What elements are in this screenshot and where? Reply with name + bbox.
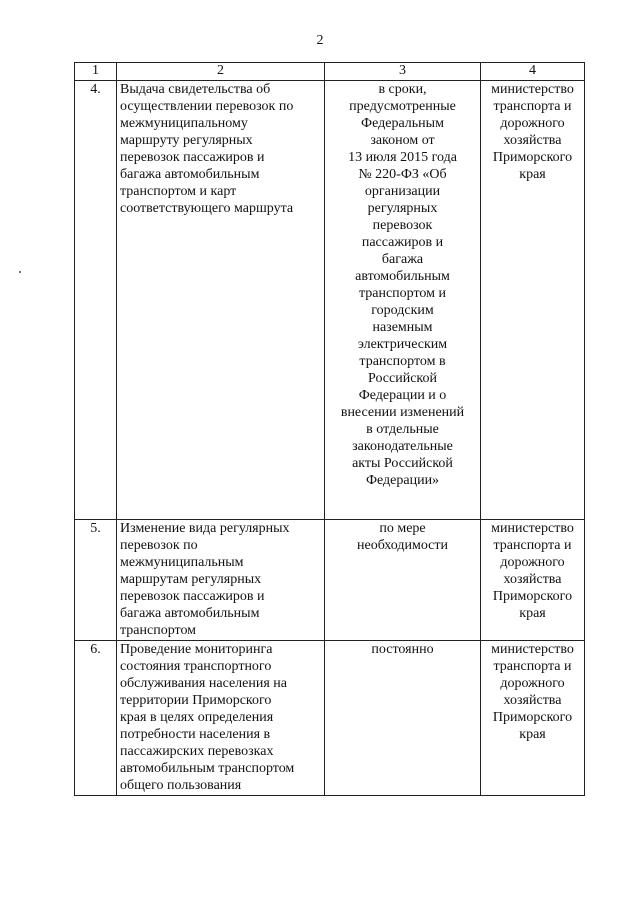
header-cell-2: 2 [117, 63, 325, 81]
row-term [325, 641, 481, 796]
row-number [75, 641, 117, 796]
row-term-text: в сроки, предусмотренные Федеральным законом от 13 июля 2015 года № 220-ФЗ «Об организации регулярных перевозок пассажиров и багажа автомобильным транспортом и городским наземным электрическим транспортом в Российской Федерации и о внесении изменений в отдельные законодательные акты Российской Федерации» [340, 82, 465, 488]
row-responsible [481, 641, 585, 796]
row-number [75, 520, 117, 641]
page-number: 2 [316, 33, 324, 48]
row-responsible [481, 520, 585, 641]
row-term [325, 81, 481, 520]
header-cell-1: 1 [75, 63, 117, 81]
row-description-text: Выдача свидетельства об осуществлении перевозок по межмуниципальному маршруту регулярных перевозок пассажиров и багажа автомобильным транспортом и карт соответствующего маршрута [120, 82, 294, 216]
row-responsible-text: министерство транспорта и дорожного хозяйства Приморского края [491, 642, 574, 742]
table-header-row [75, 63, 585, 81]
header-cell-4: 4 [481, 63, 585, 81]
plan-table [74, 62, 585, 796]
table-row [75, 520, 585, 641]
header-cell-3: 3 [325, 63, 481, 81]
table-row [75, 641, 585, 796]
margin-mark [19, 271, 21, 273]
row-description [117, 641, 325, 796]
row-number-text: 6. [90, 642, 101, 657]
row-description-text: Изменение вида регулярных перевозок по межмуниципальным маршрутам регулярных перевозок пассажиров и багажа автомобильным транспортом [120, 521, 290, 638]
row-term-text: постоянно [371, 642, 434, 657]
row-number-text: 4. [90, 82, 101, 97]
row-description-text: Проведение мониторинга состояния транспортного обслуживания населения на территории Приморского края в целях определения потребности населения в пассажирских перевозках автомобильным транспортом общего пользования [120, 642, 295, 793]
row-responsible [481, 81, 585, 520]
row-term [325, 520, 481, 641]
row-description [117, 81, 325, 520]
row-number [75, 81, 117, 520]
row-term-text: по мере необходимости [356, 521, 448, 553]
row-responsible-text: министерство транспорта и дорожного хозяйства Приморского края [491, 521, 574, 621]
row-description [117, 520, 325, 641]
row-number-text: 5. [90, 521, 101, 536]
table-row [75, 81, 585, 520]
row-responsible-text: министерство транспорта и дорожного хозяйства Приморского края [491, 82, 574, 182]
